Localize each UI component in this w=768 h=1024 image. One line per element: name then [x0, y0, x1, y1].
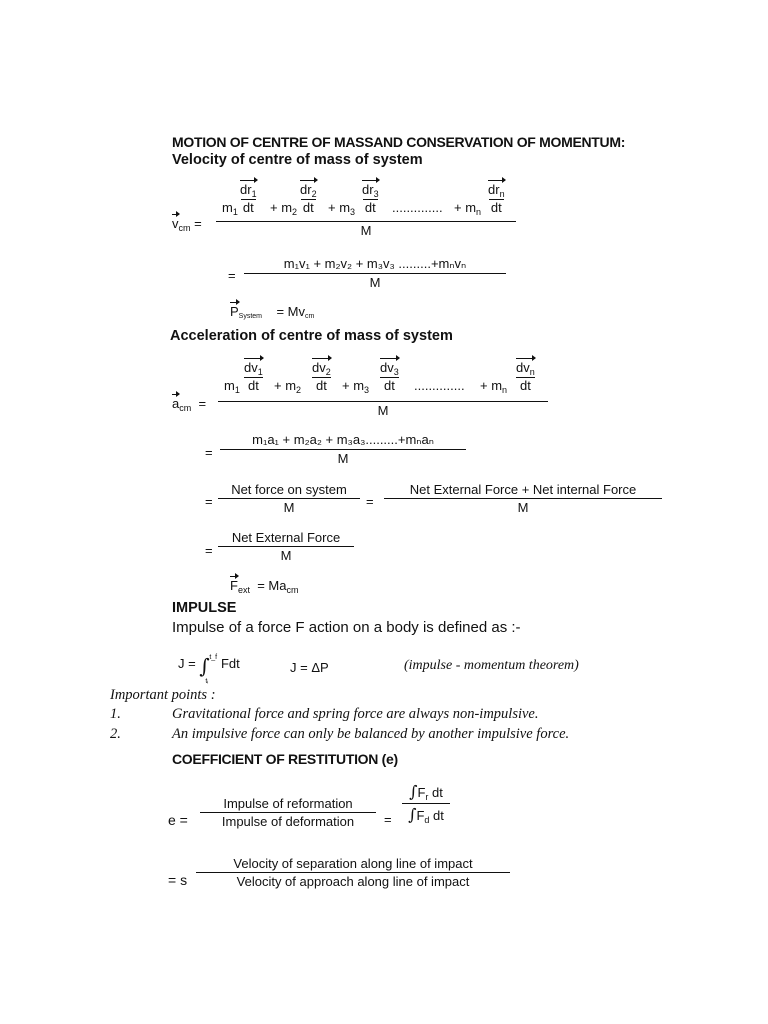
restitution-eq-sign: =: [384, 812, 392, 827]
restitution-fraction-2: $\int F_r$ dt $\int F_d$ dt: [402, 782, 450, 825]
impulse-definition: Impulse of a force F action on a body is defined as :-: [172, 619, 521, 636]
restitution-eq2-prefix: = s: [168, 872, 188, 888]
vcm-eq2-fraction: m₁v₁ + m₂v₂ + m₃v₃ .........+mₙvₙ M: [244, 256, 506, 290]
acm-eq3-fraction: Net force on system M: [218, 482, 360, 515]
acm-eq3b-fraction: Net External Force + Net internal Force M: [384, 482, 662, 515]
p-system-equation: PSystem = Mvcm: [230, 304, 315, 320]
impulse-theorem: (impulse - momentum theorem): [404, 658, 579, 673]
impulse-delta-p: J = ΔP: [290, 660, 329, 675]
acm-eq2-sign: =: [205, 445, 213, 460]
acm-eq2-fraction: m₁a₁ + m₂a₂ + m₃a₃.........+mₙaₙ M: [220, 432, 466, 466]
acceleration-heading: Acceleration of centre of mass of system: [170, 328, 453, 344]
vcm-eq2-sign: =: [228, 268, 236, 283]
acm-eq3b-sign: =: [366, 494, 374, 509]
impulse-integral: J = ∫ t_f tᵢ Fdt: [178, 654, 240, 685]
important-points-title: Important points :: [110, 687, 216, 703]
acm-fraction: $m_1$ $dv_1$ dt + $m_2$ $dv_2$ dt + $m_3$ $dv_3$ dt .............. + $m_n$ $dv_n$ dt M: [218, 358, 548, 418]
vcm-fraction: $m_1$ $dr_1$ dt + $m_2$ $dr_2$ dt + $m_3$ $dr_3$ dt .............. + $m_n$ $dr_n$ dt M: [216, 180, 516, 238]
restitution-e: e =: [168, 812, 188, 828]
restitution-heading: COEFFICIENT OF RESTITUTION (e): [172, 751, 398, 767]
velocity-heading: Velocity of centre of mass of system: [172, 152, 423, 168]
fext-equation: $F_{ext} = Ma_{cm}$: [230, 578, 299, 595]
point-1-text: Gravitational force and spring force are always non-impulsive.: [172, 706, 539, 722]
acm-eq4-fraction: Net External Force M: [218, 530, 354, 563]
acm-eq3-sign: =: [205, 494, 213, 509]
section-heading: MOTION OF CENTRE OF MASSAND CONSERVATION OF MOMENTUM:: [172, 134, 626, 150]
acm-eq4-sign: =: [205, 543, 213, 558]
acm-lhs: $a_{cm}$ =: [172, 396, 207, 413]
impulse-heading: IMPULSE: [172, 600, 237, 616]
point-2-text: An impulsive force can only be balanced by another impulsive force.: [172, 726, 570, 742]
point-2-number: 2.: [110, 726, 121, 742]
point-1-number: 1.: [110, 706, 121, 722]
vcm-lhs: $v_{cm}$ =: [172, 216, 202, 233]
restitution-fraction-3: Velocity of separation along line of impact Velocity of approach along line of impact: [196, 856, 510, 889]
restitution-fraction-1: Impulse of reformation Impulse of deformation: [200, 796, 376, 829]
